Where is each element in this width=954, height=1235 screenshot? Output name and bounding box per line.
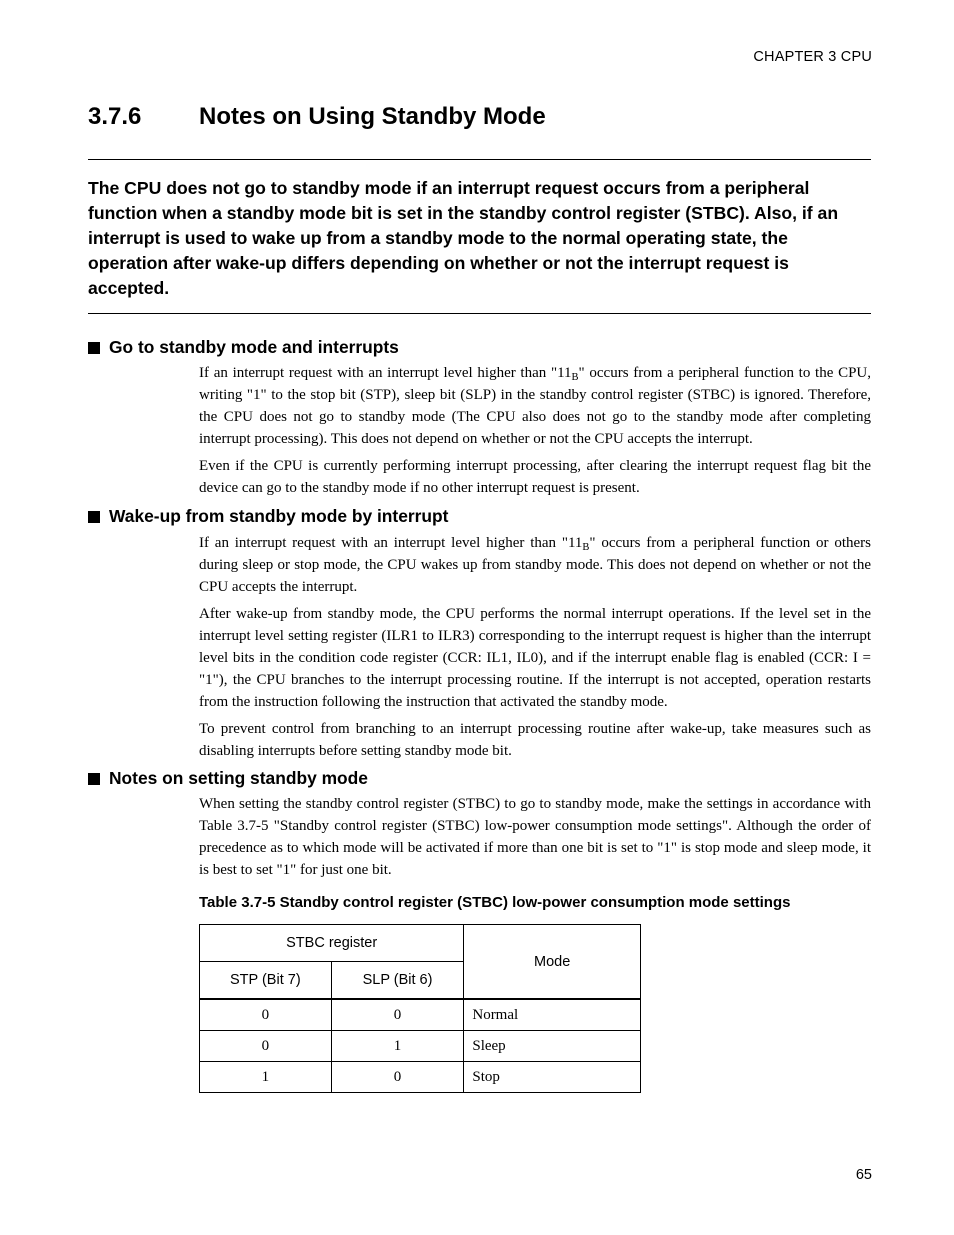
mode-cell: Stop <box>464 1062 641 1093</box>
page-number: 65 <box>855 1167 872 1183</box>
table-row <box>200 999 641 1031</box>
summary-text: The CPU does not go to standby mode if an interrupt request occurs from a peripheral function when a standby mode bit is set in the standby control register (STBC). Also, if an interrupt is used to wake up from a standby mode to the normal operating state, the operation after wake-up differs depending on whether or not the interrupt request is accepted. <box>88 178 839 298</box>
stbc-mode-table <box>199 924 641 1093</box>
divider-top <box>88 159 871 160</box>
mode-header: Mode <box>464 925 641 1000</box>
stp-bit-header: STP (Bit 7) <box>200 962 332 1000</box>
body-standby-and-interrupts <box>199 362 871 504</box>
mode-cell: Sleep <box>464 1031 641 1062</box>
section-title: Notes on Using Standby Mode <box>199 103 546 130</box>
divider-bottom <box>88 313 871 314</box>
table-row <box>200 1062 641 1093</box>
paragraph: If an interrupt request with an interrupt level higher than "$11_B$" occurs from a peripheral function to the CPU, writing "1" to the stop bit (STP), sleep bit (SLP) in the standby control register (STBC) is ignored. Therefore, the CPU does not go to standby mode (The CPU also does not go to the standby mode after completing interrupt processing). This does not depend on whether or not the CPU accepts the interrupt. <box>199 365 872 447</box>
subheading-wake-up <box>88 506 448 527</box>
slp-cell: 1 <box>331 1031 464 1062</box>
subheading-text: Wake-up from standby mode by interrupt <box>109 506 449 526</box>
slp-cell: 0 <box>331 1062 464 1093</box>
mode-cell: Normal <box>464 999 641 1031</box>
stp-cell: 1 <box>200 1062 332 1093</box>
subheading-setting-standby <box>88 768 368 789</box>
paragraph: If an interrupt request with an interrupt level higher than "$11_B$" occurs from a peripheral function or others during sleep or stop mode, the CPU wakes up from standby mode. This does not depend on whether or not the CPU accepts the interrupt. <box>199 535 872 595</box>
square-bullet-icon <box>88 773 100 785</box>
stp-cell: 0 <box>200 999 332 1031</box>
stbc-register-header: STBC register <box>200 925 464 962</box>
paragraph: When setting the standby control register (STBC) to go to standby mode, make the settings in accordance with Table 3.7-5 "Standby control register (STBC) low-power consumption mode settings". Although the order of precedence as to which mode will be activated if more than one bit is set to "1" is stop mode and sleep mode, it is best to set "1" for just one bit. <box>199 796 871 878</box>
square-bullet-icon <box>88 342 100 354</box>
section-heading <box>88 103 546 131</box>
subheading-text: Go to standby mode and interrupts <box>109 337 399 357</box>
chapter-header: CHAPTER 3 CPU <box>753 49 872 65</box>
body-wake-up <box>199 532 871 767</box>
body-setting-standby <box>199 793 871 886</box>
paragraph: To prevent control from branching to an interrupt processing routine after wake-up, take measures such as disabling interrupts before setting standby mode bit. <box>199 721 871 759</box>
square-bullet-icon <box>88 511 100 523</box>
slp-bit-header: SLP (Bit 6) <box>331 962 464 1000</box>
stp-cell: 0 <box>200 1031 332 1062</box>
paragraph: After wake-up from standby mode, the CPU performs the normal interrupt operations. If the level set in the interrupt level setting register (ILR1 to ILR3) corresponding to the interrupt request is higher than the interrupt level bits in the condition code register (CCR: IL1, IL0), and if the interrupt enable flag is enabled (CCR: I = "1"), the CPU branches to the interrupt processing routine. If the interrupt is not accepted, operation restarts from the instruction following the instruction that activated the standby mode. <box>199 606 871 710</box>
section-number: 3.7.6 <box>88 103 142 130</box>
subheading-text: Notes on setting standby mode <box>109 768 368 788</box>
subheading-standby-and-interrupts <box>88 337 399 358</box>
slp-cell: 0 <box>331 999 464 1031</box>
table-caption: Table 3.7-5 Standby control register (STBC) low-power consumption mode settings <box>199 894 791 911</box>
table-row <box>200 1031 641 1062</box>
paragraph: Even if the CPU is currently performing interrupt processing, after clearing the interrupt request flag bit the device can go to the standby mode if no other interrupt request is present. <box>199 458 871 496</box>
